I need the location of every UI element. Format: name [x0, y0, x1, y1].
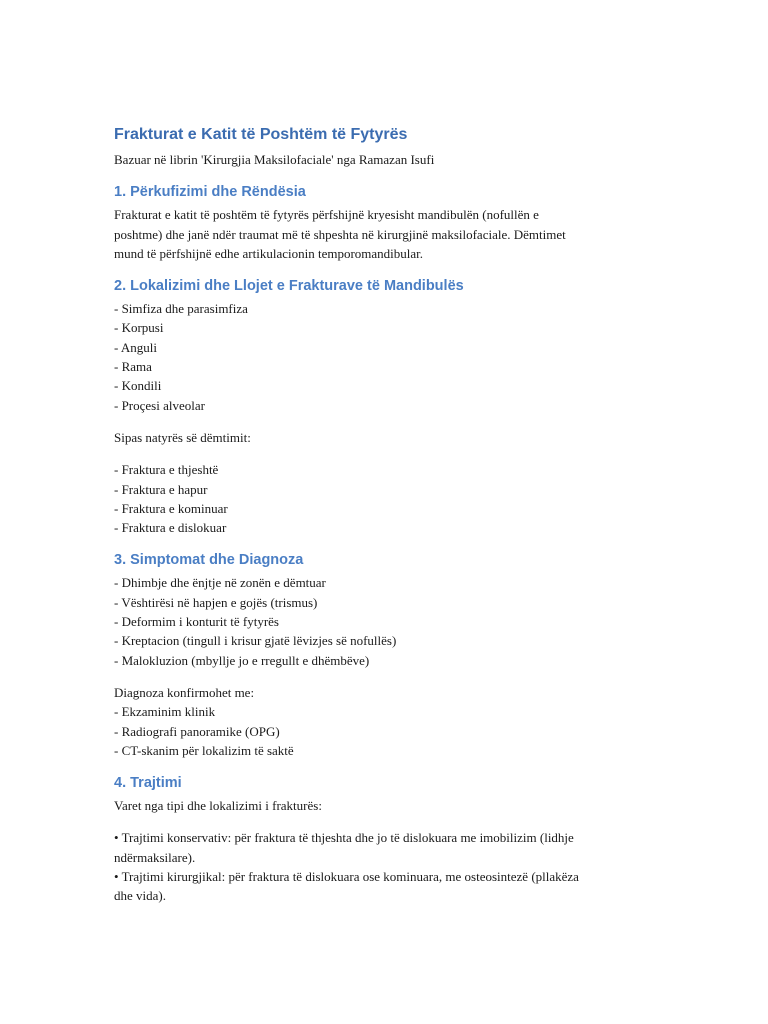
list-item: - Korpusi [114, 320, 164, 336]
section-1-body [114, 205, 656, 263]
list-item: - Rama [114, 359, 152, 375]
list-item: • Trajtimi konservativ: për fraktura të thjeshta dhe jo të dislokuara me imobilizim (lidhje [114, 830, 574, 846]
list-item: - Dhimbje dhe ënjtje në zonën e dëmtuar [114, 575, 326, 591]
list-item: - Fraktura e thjeshtë [114, 462, 219, 478]
list-item: - Simfiza dhe parasimfiza [114, 301, 248, 317]
section-1-heading: 1. Përkufizimi dhe Rëndësia [114, 184, 306, 201]
paragraph-line: mund të përfshijnë edhe artikulacionin temporomandibular. [114, 245, 424, 261]
list-item: - Fraktura e kominuar [114, 500, 228, 516]
section-2-heading: 2. Lokalizimi dhe Llojet e Frakturave të Mandibulës [114, 278, 464, 295]
list-item: dhe vida). [114, 888, 166, 904]
list-item: - Vështirësi në hapjen e gojës (trismus) [114, 594, 318, 610]
diagnosis-intro: Diagnoza konfirmohet me: [114, 684, 255, 700]
list-item: ndërmaksilare). [114, 849, 196, 865]
paragraph-line: Frakturat e katit të poshtëm të fytyrës përfshijnë kryesisht mandibulën (nofullën e [114, 207, 539, 223]
treatment-intro: Varet nga tipi dhe lokalizimi i frakturës: [114, 798, 322, 814]
document-subtitle: Bazuar në librin 'Kirurgjia Maksilofaciale' nga Ramazan Isufi [114, 152, 435, 167]
list-item: - Ekzaminim klinik [114, 704, 216, 720]
list-item: - Kreptacion (tingull i krisur gjatë lëvizjes së nofullës) [114, 633, 397, 649]
section-3-heading: 3. Simptomat dhe Diagnoza [114, 552, 304, 569]
list-item: - Anguli [114, 339, 157, 355]
list-item: • Trajtimi kirurgjikal: për fraktura të dislokuara ose kominuara, me osteosintezë (pllakëza [114, 869, 579, 885]
list-item: - Proçesi alveolar [114, 397, 205, 413]
symptoms-list [114, 573, 656, 669]
section-4-heading: 4. Trajtimi [114, 775, 182, 792]
diagnosis-list [114, 702, 656, 760]
list-item: - Malokluzion (mbyllje jo e rregullt e dhëmbëve) [114, 652, 370, 668]
list-item: - Kondili [114, 378, 162, 394]
nature-intro: Sipas natyrës së dëmtimit: [114, 429, 251, 445]
list-item: - Fraktura e hapur [114, 481, 208, 497]
list-item: - CT-skanim për lokalizim të saktë [114, 742, 294, 758]
list-item: - Fraktura e dislokuar [114, 520, 227, 536]
fracture-types-list [114, 460, 656, 537]
list-item: - Deformim i konturit të fytyrës [114, 614, 279, 630]
treatments-list [114, 828, 656, 905]
paragraph-line: poshtme) dhe janë ndër traumat më të shpeshta në kirurgjinë maksilofaciale. Dëmtimet [114, 226, 566, 242]
list-item: - Radiografi panoramike (OPG) [114, 723, 280, 739]
document-title: Frakturat e Katit të Poshtëm të Fytyrës [114, 126, 408, 143]
fracture-locations-list [114, 299, 656, 415]
